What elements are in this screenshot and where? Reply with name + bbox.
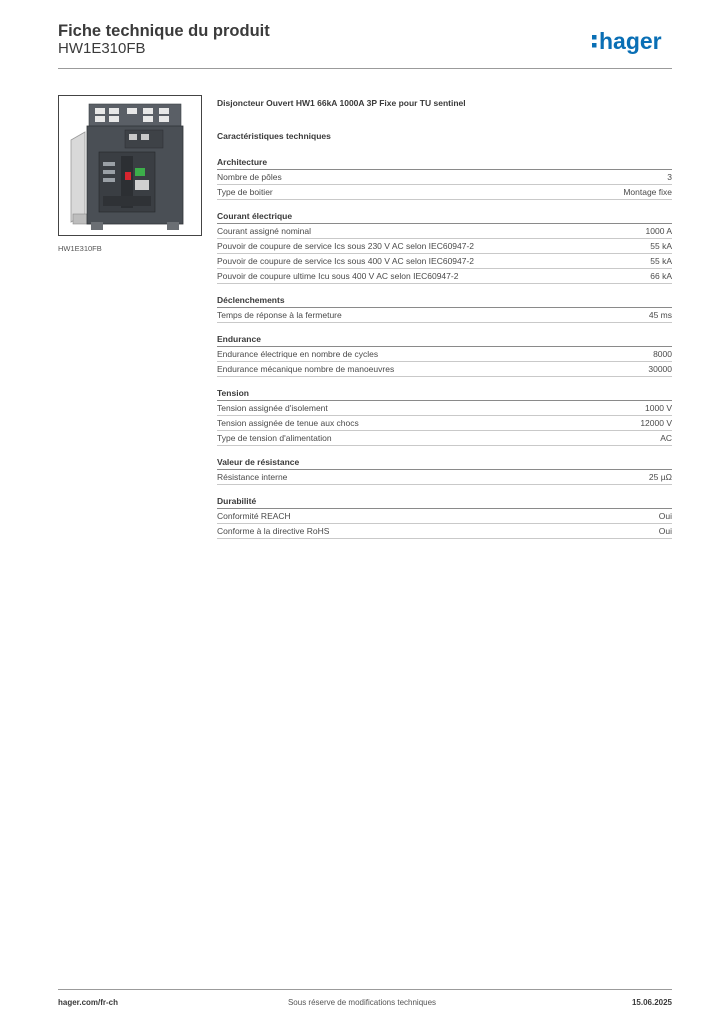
spec-label: Pouvoir de coupure de service Ics sous 400 V AC selon IEC60947-2 (217, 256, 475, 266)
section-title: Architecture (217, 156, 672, 170)
spec-value: 1000 V (645, 403, 672, 413)
header-divider (58, 68, 672, 69)
spec-value: 12000 V (640, 418, 672, 428)
section-title: Durabilité (217, 495, 672, 509)
spec-row (217, 308, 672, 323)
spec-value: 55 kA (650, 241, 672, 251)
spec-value: 30000 (648, 364, 672, 374)
footer-date: 15.06.2025 (631, 998, 672, 1007)
spec-label: Tension assignée de tenue aux chocs (217, 418, 359, 428)
spec-label: Pouvoir de coupure de service Ics sous 230 V AC selon IEC60947-2 (217, 241, 475, 251)
spec-row (217, 170, 672, 185)
image-caption: HW1E310FB (58, 244, 102, 253)
spec-section (217, 210, 672, 284)
spec-sections (217, 156, 672, 539)
spec-label: Courant assigné nominal (217, 226, 312, 236)
specifications-panel (217, 96, 672, 539)
spec-value: 55 kA (650, 256, 672, 266)
spec-value: 8000 (653, 349, 672, 359)
spec-label: Endurance électrique en nombre de cycles (217, 349, 379, 359)
section-title: Courant électrique (217, 210, 672, 224)
spec-row (217, 239, 672, 254)
product-image (58, 95, 202, 236)
spec-label: Pouvoir de coupure ultime Icu sous 400 V AC selon IEC60947-2 (217, 271, 459, 281)
spec-value: 3 (667, 172, 672, 182)
section-title: Valeur de résistance (217, 456, 672, 470)
spec-section (217, 456, 672, 485)
spec-label: Nombre de pôles (217, 172, 282, 182)
spec-row (217, 269, 672, 284)
spec-row (217, 470, 672, 485)
spec-row (217, 185, 672, 200)
spec-row (217, 347, 672, 362)
spec-value: Oui (658, 511, 672, 521)
spec-label: Résistance interne (217, 472, 288, 482)
footer-disclaimer: Sous réserve de modifications techniques (287, 998, 437, 1007)
spec-label: Conformité REACH (217, 511, 291, 521)
hager-logo (590, 26, 676, 58)
spec-label: Conforme à la directive RoHS (217, 526, 330, 536)
spec-label: Type de tension d'alimentation (217, 433, 332, 443)
spec-section (217, 333, 672, 377)
spec-label: Temps de réponse à la fermeture (217, 310, 342, 320)
spec-row (217, 416, 672, 431)
spec-row (217, 224, 672, 239)
logo-text: hager (599, 28, 662, 54)
spec-row (217, 401, 672, 416)
spec-value: 45 ms (648, 310, 672, 320)
product-title: Disjoncteur Ouvert HW1 66kA 1000A 3P Fixe pour TU sentinel (217, 98, 466, 108)
spec-row (217, 254, 672, 269)
spec-label: Endurance mécanique nombre de manoeuvres (217, 364, 395, 374)
spec-value: AC (660, 433, 672, 443)
spec-value: Oui (658, 526, 672, 536)
footer-website[interactable]: hager.com/fr-ch (58, 998, 119, 1007)
section-title: Endurance (217, 333, 672, 347)
breaker-illustration (59, 96, 201, 235)
spec-row (217, 509, 672, 524)
section-title: Déclenchements (217, 294, 672, 308)
spec-section (217, 156, 672, 200)
spec-value: 1000 A (645, 226, 672, 236)
spec-label: Type de boitier (217, 187, 273, 197)
spec-label: Tension assignée d'isolement (217, 403, 328, 413)
spec-row (217, 431, 672, 446)
spec-row (217, 524, 672, 539)
footer-divider (58, 989, 672, 990)
spec-value: 25 µΩ (648, 472, 672, 482)
page-title: Fiche technique du produit (58, 22, 270, 40)
spec-section (217, 294, 672, 323)
technical-characteristics-heading: Caractéristiques techniques (217, 131, 331, 141)
product-reference: HW1E310FB (58, 40, 146, 57)
spec-value: Montage fixe (623, 187, 672, 197)
spec-value: 66 kA (650, 271, 672, 281)
spec-section (217, 495, 672, 539)
section-title: Tension (217, 387, 672, 401)
spec-row (217, 362, 672, 377)
spec-section (217, 387, 672, 446)
